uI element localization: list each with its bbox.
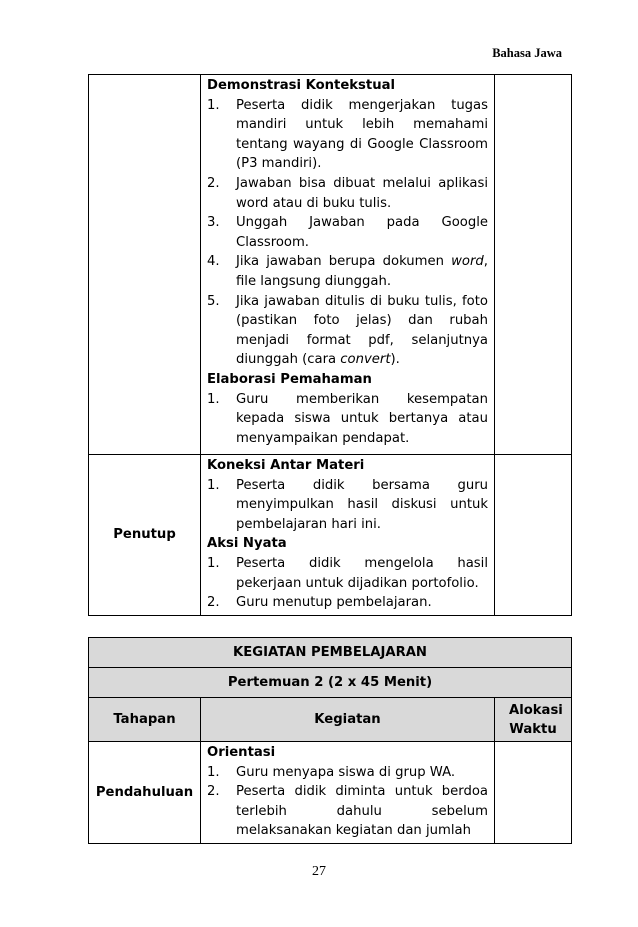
- time-cell: [495, 455, 572, 616]
- activity-table-continued: [88, 74, 572, 616]
- activity-list: [207, 390, 488, 449]
- list-item: 1. Guru menyapa siswa di grup WA.: [207, 764, 456, 780]
- meeting-subtitle: Pertemuan 2 (2 x 45 Menit): [89, 668, 572, 698]
- activity-cell: [201, 75, 495, 455]
- section-title: Demonstrasi Kontekstual: [207, 78, 396, 93]
- list-item: 1. Peserta didik bersama guru menyimpulkan hasil diskusi untuk pembelajaran hari ini.: [207, 477, 488, 532]
- column-header-time: Alokasi Waktu: [495, 698, 572, 742]
- stage-cell: [89, 75, 201, 455]
- lesson-activity-table: [88, 637, 572, 844]
- column-header-activity: Kegiatan: [201, 698, 495, 742]
- list-item: 2. Peserta didik diminta untuk berdoa terlebih dahulu sebelum melaksanakan kegiatan dan jumlah: [207, 784, 488, 839]
- table-row: [89, 455, 572, 616]
- list-item: 2. Guru menutup pembelajaran.: [207, 595, 432, 611]
- activity-cell: [201, 742, 495, 844]
- time-cell: [495, 75, 572, 455]
- list-item: 5. Jika jawaban ditulis di buku tulis, foto (pastikan foto jelas) dan rubah menjadi format pdf, selanjutnya diunggah (cara convert).: [207, 293, 488, 368]
- activity-cell: [201, 455, 495, 616]
- table-row: [89, 742, 572, 844]
- list-item: 1. Guru memberikan kesempatan kepada siswa untuk bertanya atau menyampaikan pendapat.: [207, 391, 488, 446]
- list-item: 1. Peserta didik mengelola hasil pekerjaan untuk dijadikan portofolio.: [207, 555, 488, 591]
- stage-label: Pendahuluan: [89, 742, 201, 844]
- time-cell: [495, 742, 572, 844]
- column-header-row: [89, 698, 572, 742]
- table-subtitle-row: [89, 668, 572, 698]
- table-row: [89, 75, 572, 455]
- list-item: 1. Peserta didik mengerjakan tugas mandiri untuk lebih memahami tentang wayang di Google Classroom (P3 mandiri).: [207, 97, 488, 172]
- activity-list: [207, 554, 488, 613]
- list-item: 4. Jika jawaban berupa dokumen word, file langsung diunggah.: [207, 254, 488, 289]
- section-title: Elaborasi Pemahaman: [207, 371, 372, 387]
- activity-list: [207, 763, 488, 841]
- table-title-row: [89, 638, 572, 668]
- list-item: 3. Unggah Jawaban pada Google Classroom.: [207, 215, 488, 250]
- section-title: Koneksi Antar Materi: [207, 458, 365, 473]
- section-title: Aksi Nyata: [207, 536, 287, 552]
- table-title: KEGIATAN PEMBELAJARAN: [89, 638, 572, 668]
- section-title: Orientasi: [207, 745, 276, 760]
- column-header-stage: Tahapan: [89, 698, 201, 742]
- activity-list: [207, 476, 488, 535]
- page-number: 27: [312, 864, 326, 879]
- list-item: 2. Jawaban bisa dibuat melalui aplikasi word atau di buku tulis.: [207, 175, 488, 211]
- stage-label: Penutup: [89, 455, 201, 616]
- activity-list: [207, 96, 488, 370]
- running-header: Bahasa Jawa: [492, 46, 562, 60]
